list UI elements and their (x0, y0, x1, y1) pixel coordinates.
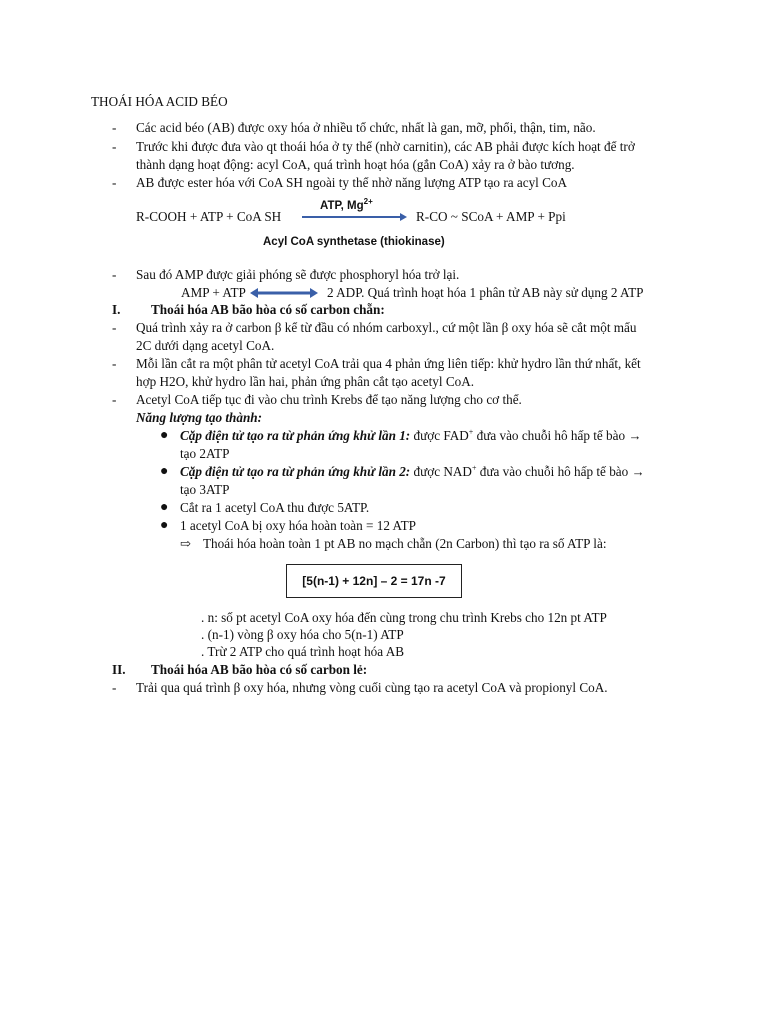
intro-line-1: Các acid béo (AB) được oxy hóa ở nhiều tổ chức, nhất là gan, mỡ, phổi, thận, tim, não. (136, 120, 596, 135)
list-dash: - (112, 356, 117, 371)
reaction-left: R-COOH + ATP + CoA SH (136, 209, 282, 224)
amp-left: AMP + ATP (181, 285, 246, 300)
formula-text: [5(n-1) + 12n] – 2 = 17n -7 (302, 574, 446, 588)
intro-line-2: Trước khi được đưa vào qt thoái hóa ở ty thể (nhờ carnitin), các AB phải được kích hoạt để trở (136, 139, 635, 154)
list-dash: - (112, 267, 117, 282)
intro-line-4: AB được ester hóa với CoA SH ngoài ty thể nhờ năng lượng ATP tạo ra acyl CoA (136, 175, 568, 190)
reaction-condition: ATP, $Mg^{2+}$ (320, 197, 373, 212)
intro-line-3: thành dạng hoạt động: acyl CoA, quá trình hoạt hóa (gắn CoA) xảy ra ở bào tương. (136, 157, 575, 172)
section-2-line: Trải qua quá trình β oxy hóa, nhưng vòng cuối cùng tạo ra acetyl CoA và propionyl CoA. (136, 680, 608, 695)
section-1-line-5: Acetyl CoA tiếp tục đi vào chu trình Krebs để tạo năng lượng cho cơ thể. (136, 392, 522, 407)
amp-right: 2 ADP. Quá trình hoạt hóa 1 phân tử AB này sử dụng 2 ATP (327, 285, 644, 300)
list-dash: - (112, 139, 117, 154)
section-1-line-1: Quá trình xảy ra ở carbon β kể từ đầu có nhóm carboxyl., cứ một lần β oxy hóa sẽ cắt một mẩu (136, 320, 637, 335)
conclusion-line: Thoái hóa hoàn toàn 1 pt AB no mạch chẵn (2n Carbon) thì tạo ra số ATP là: (203, 536, 607, 551)
reaction-arrow (300, 212, 408, 222)
energy-heading: Năng lượng tạo thành: (136, 410, 263, 425)
energy-bullet-2-line-2: tạo 3ATP (180, 482, 230, 497)
bullet-dot: ● (160, 464, 169, 479)
note-line-1: . n: số pt acetyl CoA oxy hóa đến cùng trong chu trình Krebs cho 12n pt ATP (201, 610, 607, 625)
note-line-2: . (n-1) vòng β oxy hóa cho 5(n-1) ATP (201, 627, 404, 642)
reaction-right: R-CO ~ SCoA + AMP + Ppi (416, 209, 566, 224)
energy-bullet-4: 1 acetyl CoA bị oxy hóa hoàn toàn = 12 ATP (180, 518, 416, 533)
list-dash: - (112, 175, 117, 190)
formula-box (286, 564, 462, 598)
list-dash: - (112, 392, 117, 407)
page-title: THOÁI HÓA ACID BÉO (91, 94, 228, 109)
list-dash: - (112, 120, 117, 135)
list-dash: - (112, 680, 117, 695)
section-1-number: I. (112, 302, 121, 317)
conclusion-arrow-icon: ⇨ (180, 536, 191, 551)
section-1-line-2: 2C dưới dạng acetyl CoA. (136, 338, 275, 353)
note-line-3: . Trừ 2 ATP cho quá trình hoạt hóa AB (201, 644, 405, 659)
bullet-dot: ● (160, 500, 169, 515)
amp-line-1: Sau đó AMP được giải phóng sẽ được phosphoryl hóa trở lại. (136, 267, 460, 282)
energy-bullet-2: Cặp điện tử tạo ra từ phản ứng khử lần 2: được NAD+ đưa vào chuỗi hô hấp tế bào → (180, 463, 645, 479)
section-2-heading: Thoái hóa AB bão hòa có số carbon lẻ: (151, 662, 368, 677)
section-1-heading: Thoái hóa AB bão hòa có số carbon chẵn: (151, 302, 385, 317)
section-2-number: II. (112, 662, 126, 677)
enzyme-label: Acyl CoA synthetase (thiokinase) (263, 236, 445, 248)
energy-bullet-1: Cặp điện tử tạo ra từ phản ứng khử lần 1: được FAD+ đưa vào chuỗi hô hấp tế bào → (180, 427, 642, 443)
energy-bullet-1-line-2: tạo 2ATP (180, 446, 230, 461)
bullet-dot: ● (160, 428, 169, 443)
section-1-line-3: Mỗi lần cắt ra một phân tử acetyl CoA trải qua 4 phản ứng liên tiếp: khử hydro lần thứ nhất, kết (136, 356, 641, 371)
double-arrow-icon (250, 287, 318, 299)
list-dash: - (112, 320, 117, 335)
bullet-dot: ● (160, 518, 169, 533)
energy-bullet-3: Cắt ra 1 acetyl CoA thu được 5ATP. (180, 500, 370, 515)
section-1-line-4: hợp H2O, khử hydro lần hai, phản ứng phân cắt tạo acetyl CoA. (136, 374, 475, 389)
